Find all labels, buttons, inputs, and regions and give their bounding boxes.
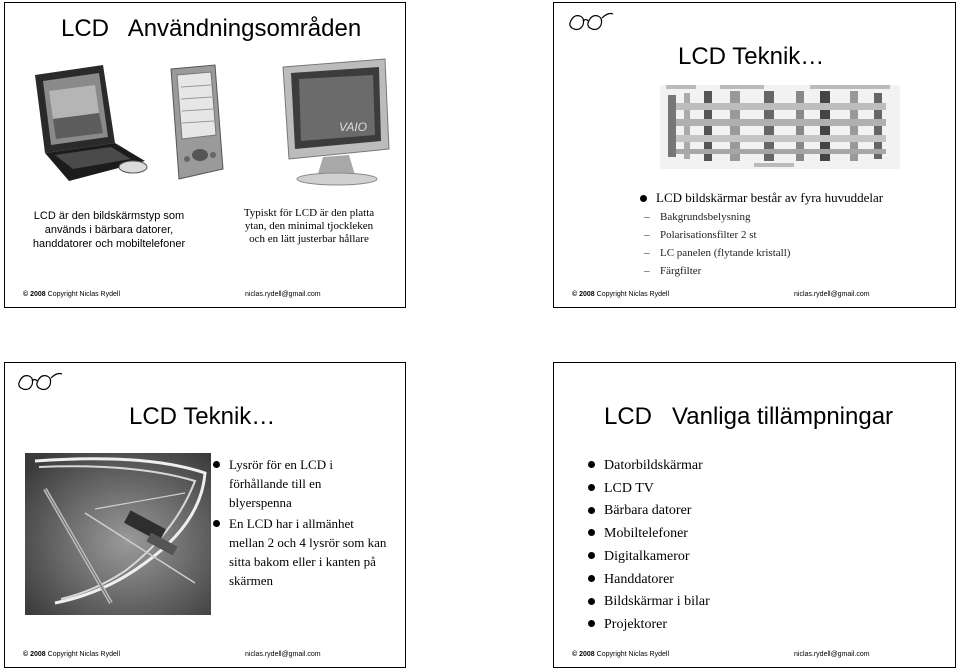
copyright: © 2008 Copyright Niclas Rydell: [572, 291, 669, 298]
bullet-item: LCD bildskärmar består av fyra huvuddelar: [638, 189, 883, 207]
glasses-icon: [566, 9, 614, 31]
caption-left: LCD är den bildskärmstyp som används i bärbara datorer, handdatorer och mobiltelefoner: [32, 210, 186, 250]
bullet-item: Bärbara datorer: [586, 500, 886, 523]
sub-item: – Polarisationsfilter 2 st: [638, 226, 883, 244]
copyright: © 2008 Copyright Niclas Rydell: [23, 291, 120, 298]
slide-4: [553, 362, 956, 668]
email: niclas.rydell@gmail.com: [794, 651, 870, 658]
slide-footer: [5, 651, 405, 663]
sub-item: – Bakgrundsbelysning: [638, 208, 883, 226]
slide-1: [4, 2, 406, 308]
email: niclas.rydell@gmail.com: [245, 291, 321, 298]
laptop-image: [29, 61, 149, 189]
lamp-pencil-image: [25, 453, 211, 615]
email: niclas.rydell@gmail.com: [245, 651, 321, 658]
slide-title: LCD Vanliga tillämpningar: [604, 403, 894, 430]
slide-3: [4, 362, 406, 668]
sub-item: – Färgfilter: [638, 262, 883, 280]
sub-item: – LC panelen (flytande kristall): [638, 244, 883, 262]
bullet-item: Handdatorer: [586, 569, 886, 592]
email: niclas.rydell@gmail.com: [794, 291, 870, 298]
slide-footer: [554, 291, 955, 303]
copyright: © 2008 Copyright Niclas Rydell: [23, 651, 120, 658]
copyright: © 2008 Copyright Niclas Rydell: [572, 651, 669, 658]
monitor-image: [277, 57, 395, 187]
slide-footer: [554, 651, 955, 663]
bullet-item: Digitalkameror: [586, 546, 886, 569]
bullet-item: LCD TV: [586, 478, 886, 501]
svg-text:VAIO: VAIO: [339, 120, 368, 134]
glasses-icon: [15, 369, 63, 391]
bullet-item: Datorbildskärmar: [586, 455, 886, 478]
bullet-item: Bildskärmar i bilar: [586, 591, 886, 614]
bullet-item: Mobiltelefoner: [586, 523, 886, 546]
slide-footer: [5, 291, 405, 303]
bullet-item: Lysrör för en LCD i förhållande till en blyerspenna: [211, 455, 387, 512]
slide-2: [553, 2, 956, 308]
bullet-item: Projektorer: [586, 614, 886, 637]
pda-image: [165, 63, 227, 183]
slide-title: LCD Användningsområden: [61, 15, 362, 42]
bullet-item: En LCD har i allmänhet mellan 2 och 4 lysrör som kan sitta bakom eller i kanten på skärmen: [211, 514, 387, 590]
slide-title: LCD Teknik…: [678, 43, 825, 70]
lcd-layers-diagram: [660, 85, 900, 169]
caption-right: Typiskt för LCD är den platta ytan, den minimal tjockleken och en lätt justerbar hållare: [243, 207, 375, 245]
slide-title: LCD Teknik…: [129, 403, 276, 430]
